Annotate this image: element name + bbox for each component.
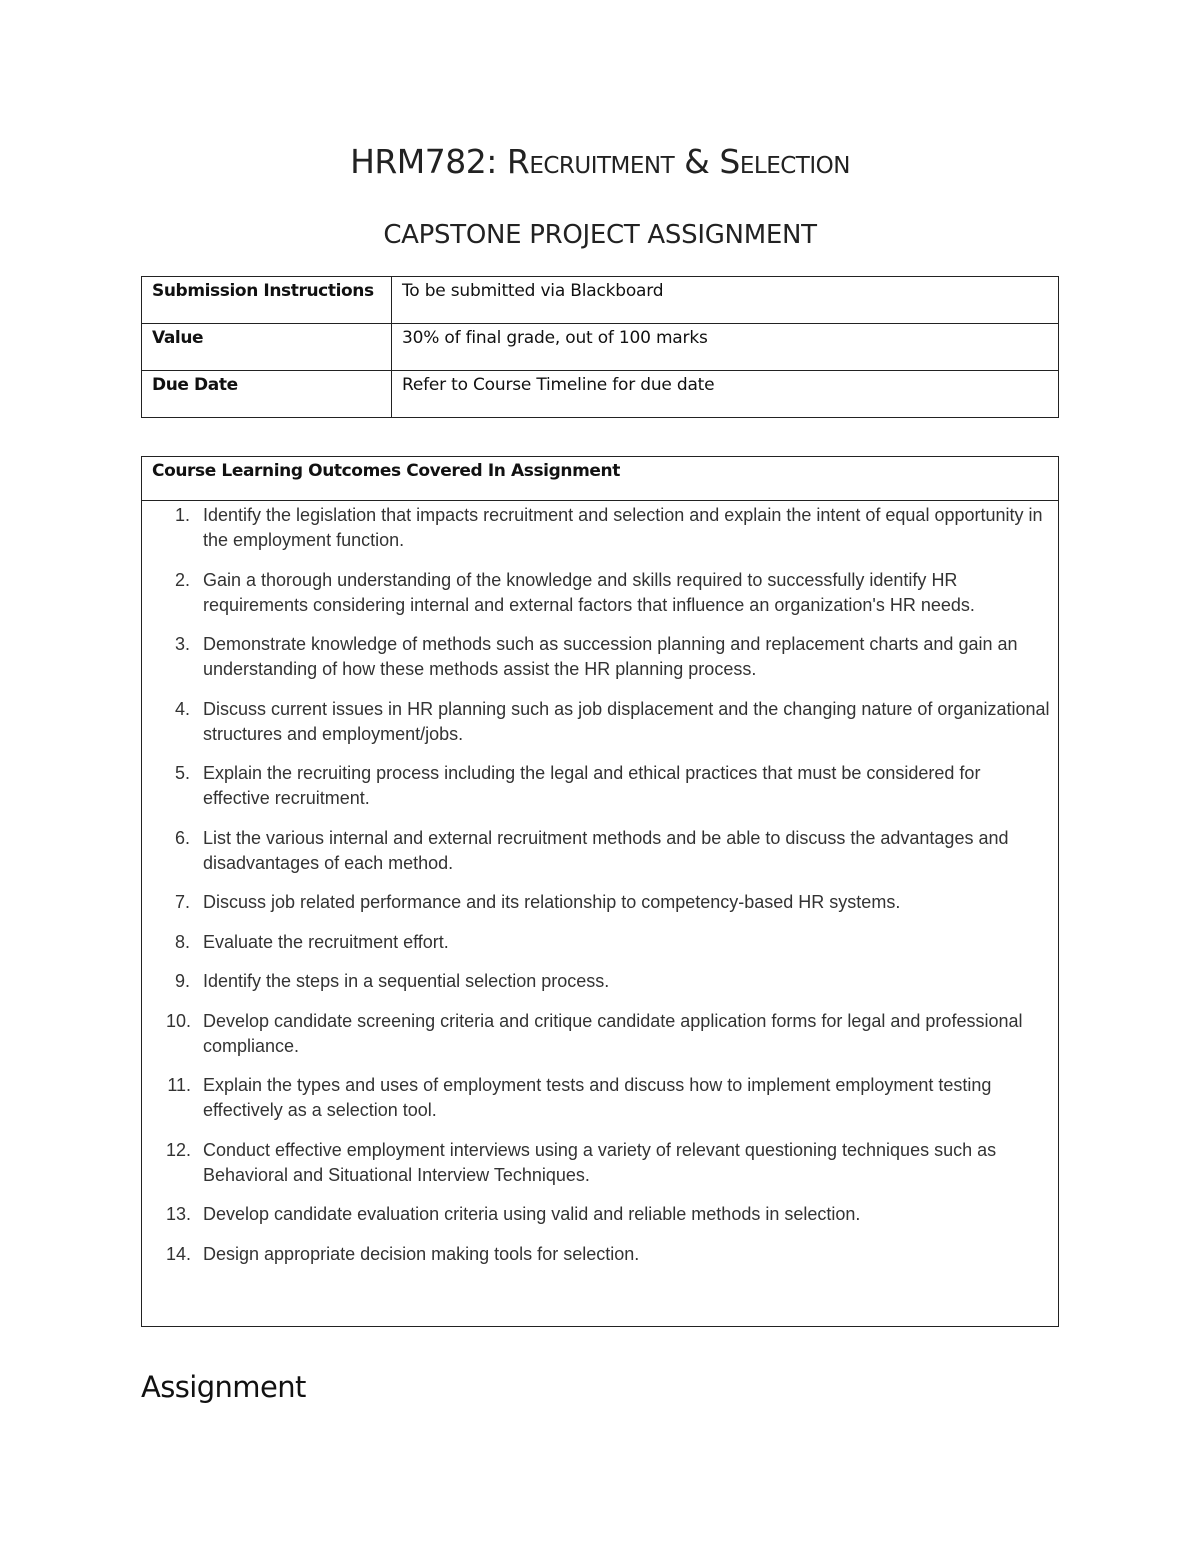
value-value: 30% of final grade, out of 100 marks — [392, 324, 1059, 371]
list-item-text: Develop candidate screening criteria and critique candidate application forms for legal and professional compliance. — [203, 1010, 1023, 1056]
list-item-text: Demonstrate knowledge of methods such as succession planning and replacement charts and gain an understanding of how these methods assist the HR planning process. — [203, 634, 1018, 679]
list-item-number: 4. — [174, 698, 190, 719]
document-subtitle: CAPSTONE PROJECT ASSIGNMENT — [383, 220, 817, 250]
document-title — [0, 142, 1200, 181]
due-date-value: Refer to Course Timeline for due date — [392, 371, 1059, 418]
list-item — [142, 632, 1058, 682]
list-item-text: Gain a thorough understanding of the knowledge and skills required to successfully identify HR requirements considering internal and external factors that influence an organization's HR needs. — [203, 569, 975, 615]
list-item-number: 1. — [174, 505, 190, 525]
list-item — [142, 826, 1058, 876]
list-item — [142, 930, 1058, 955]
submission-instructions-value: To be submitted via Blackboard — [392, 277, 1059, 324]
list-item-number: 3. — [174, 634, 190, 654]
list-item — [142, 503, 1058, 553]
table-row — [142, 371, 1059, 418]
assignment-section-heading: Assignment — [141, 1370, 306, 1404]
list-item-number: 12. — [165, 1139, 191, 1160]
list-item — [142, 568, 1058, 618]
list-item-number: 5. — [174, 763, 190, 783]
list-item-text: Explain the types and uses of employment tests and discuss how to implement employment testing effectively as a selection tool. — [203, 1075, 992, 1120]
list-item-number: 13. — [165, 1204, 191, 1224]
list-item — [142, 1009, 1058, 1059]
list-item — [142, 761, 1058, 811]
course-name: Recruitment & Selection — [506, 142, 850, 181]
course-code: HRM782: — [350, 142, 497, 181]
list-item-number: 2. — [174, 569, 190, 590]
list-item-text: Identify the steps in a sequential selection process. — [203, 971, 610, 991]
list-item — [142, 1073, 1058, 1123]
list-item — [142, 1138, 1058, 1188]
list-item-text: Develop candidate evaluation criteria using valid and reliable methods in selection. — [203, 1204, 861, 1224]
list-item-text: Explain the recruiting process including the legal and ethical practices that must be considered for effective recruitment. — [203, 763, 981, 808]
list-item-number: 6. — [174, 827, 190, 848]
value-label: Value — [142, 324, 392, 371]
list-item — [142, 890, 1058, 915]
list-item-text: List the various internal and external recruitment methods and be able to discuss the advantages and disadvantages of each method. — [203, 827, 1009, 873]
list-item-text: Discuss current issues in HR planning such as job displacement and the changing nature of organizational structures and employment/jobs. — [203, 698, 1050, 744]
list-item-number: 9. — [174, 971, 190, 991]
list-item-number: 14. — [165, 1243, 191, 1264]
learning-outcomes-table — [141, 456, 1059, 1327]
list-item-text: Evaluate the recruitment effort. — [203, 931, 449, 952]
list-item-number: 8. — [174, 931, 190, 952]
list-item — [142, 697, 1058, 747]
list-item-number: 7. — [174, 892, 190, 912]
learning-outcomes-heading: Course Learning Outcomes Covered In Assignment — [142, 457, 1058, 501]
table-row — [142, 324, 1059, 371]
list-item — [142, 1202, 1058, 1227]
list-item-text: Discuss job related performance and its relationship to competency-based HR systems. — [203, 892, 901, 912]
learning-outcomes-list — [142, 501, 1058, 1267]
submission-info-table — [141, 276, 1059, 418]
submission-instructions-label: Submission Instructions — [142, 277, 392, 324]
list-item — [142, 1242, 1058, 1267]
list-item-text: Identify the legislation that impacts recruitment and selection and explain the intent of equal opportunity in the employment function. — [203, 505, 1043, 550]
table-row — [142, 277, 1059, 324]
list-item — [142, 969, 1058, 994]
list-item-number: 11. — [167, 1075, 191, 1095]
list-item-number: 10. — [165, 1010, 191, 1031]
list-item-text: Conduct effective employment interviews using a variety of relevant questioning techniques such as Behavioral and Situational Interview Techniques. — [203, 1139, 997, 1185]
list-item-text: Design appropriate decision making tools for selection. — [203, 1243, 640, 1264]
due-date-label: Due Date — [142, 371, 392, 418]
